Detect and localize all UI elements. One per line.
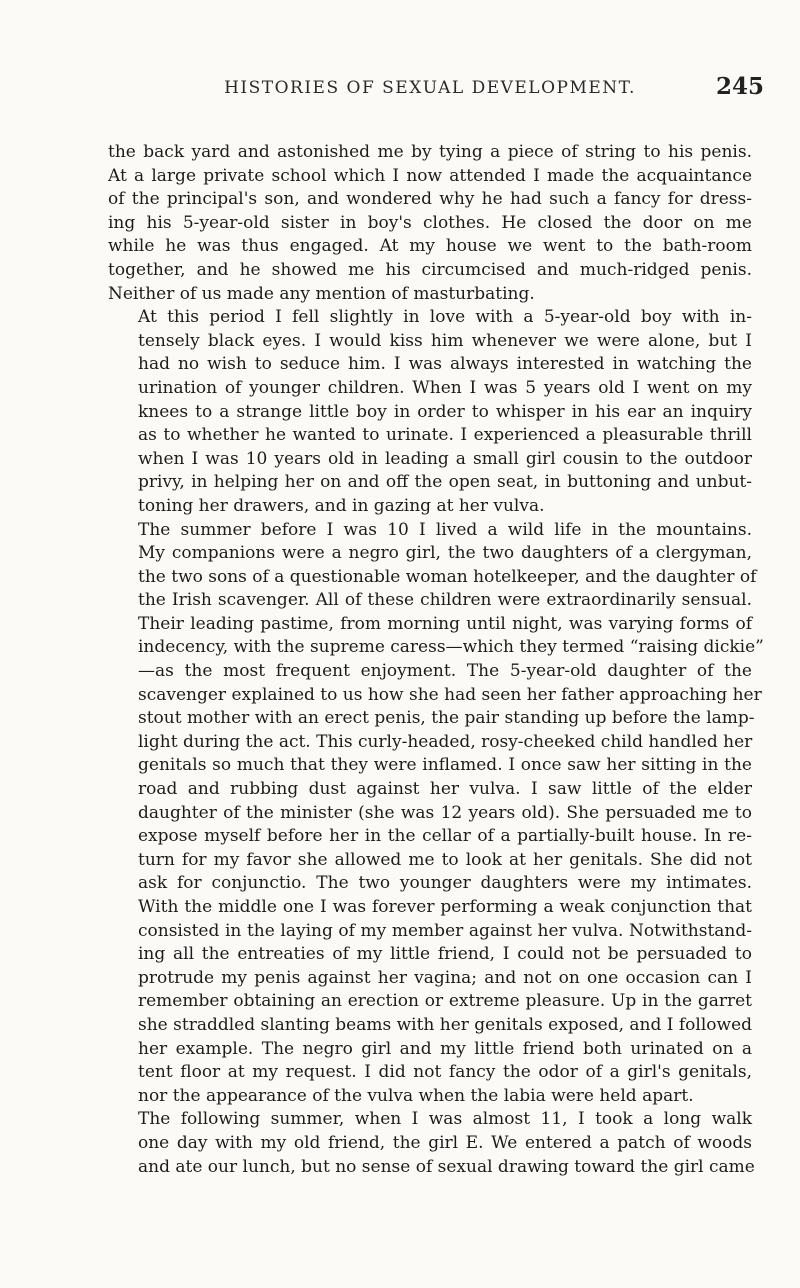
text-line: indecency, with the supreme caress—which they termed “raising dickie” bbox=[138, 637, 764, 658]
text-line: protrude my penis against her vagina; and not on one occasion can I bbox=[138, 967, 752, 988]
text-line: the two sons of a questionable woman hotelkeeper, and the daughter of bbox=[138, 566, 757, 587]
text-line: expose myself before her in the cellar of a partially-built house. In re- bbox=[138, 826, 752, 847]
text-line: tent floor at my request. I did not fancy the odor of a girl's genitals, bbox=[138, 1062, 752, 1083]
paragraph bbox=[108, 141, 752, 306]
text-line: genitals so much that they were inflamed. I once saw her sitting in the bbox=[138, 755, 752, 776]
text-line: road and rubbing dust against her vulva. I saw little of the elder bbox=[138, 779, 752, 800]
text-line: her example. The negro girl and my little friend both urinated on a bbox=[138, 1038, 752, 1059]
text-line: turn for my favor she allowed me to look at her genitals. She did not bbox=[138, 849, 752, 870]
text-line: urination of younger children. When I was 5 years old I went on my bbox=[138, 377, 752, 398]
text-line: scavenger explained to us how she had seen her father approaching her bbox=[138, 684, 762, 705]
text-line: At a large private school which I now attended I made the acquaintance bbox=[108, 165, 752, 186]
text-line: while he was thus engaged. At my house we went to the bath-room bbox=[108, 236, 752, 257]
text-line: one day with my old friend, the girl E. We entered a patch of woods bbox=[138, 1132, 752, 1153]
text-line: —as the most frequent enjoyment. The 5-year-old daughter of the bbox=[138, 661, 752, 682]
body-text bbox=[108, 141, 764, 1179]
text-line: nor the appearance of the vulva when the labia were held apart. bbox=[138, 1085, 694, 1106]
text-line: ing his 5-year-old sister in boy's clothes. He closed the door on me bbox=[108, 212, 752, 233]
text-line: knees to a strange little boy in order to whisper in his ear an inquiry bbox=[138, 401, 752, 422]
text-line: Their leading pastime, from morning until night, was varying forms of bbox=[138, 613, 752, 634]
text-line: had no wish to seduce him. I was always interested in watching the bbox=[138, 354, 752, 375]
page-header-title: HISTORIES OF SEXUAL DEVELOPMENT. bbox=[224, 78, 636, 98]
running-head bbox=[108, 73, 764, 106]
text-line: daughter of the minister (she was 12 years old). She persuaded me to bbox=[138, 802, 752, 823]
text-line: ing all the entreaties of my little friend, I could not be persuaded to bbox=[138, 944, 752, 965]
paragraph bbox=[108, 1108, 755, 1179]
text-line: remember obtaining an erection or extreme pleasure. Up in the garret bbox=[138, 991, 752, 1012]
text-line: she straddled slanting beams with her genitals exposed, and I followed bbox=[138, 1014, 753, 1035]
text-line: The summer before I was 10 I lived a wild life in the mountains. bbox=[138, 519, 752, 540]
page-number: 245 bbox=[715, 73, 764, 100]
text-line: the Irish scavenger. All of these children were extraordinarily sensual. bbox=[138, 590, 752, 611]
text-line: as to whether he wanted to urinate. I experienced a pleasurable thrill bbox=[138, 425, 752, 446]
text-line: the back yard and astonished me by tying a piece of string to his penis. bbox=[108, 142, 752, 162]
text-line: when I was 10 years old in leading a small girl cousin to the outdoor bbox=[138, 448, 752, 469]
text-line: light during the act. This curly-headed, rosy-cheeked child handled her bbox=[138, 731, 753, 752]
text-line: stout mother with an erect penis, the pair standing up before the lamp- bbox=[138, 708, 755, 729]
text-line: consisted in the laying of my member against her vulva. Notwithstand- bbox=[138, 920, 752, 941]
paragraph bbox=[108, 519, 764, 1109]
text-line: Neither of us made any mention of masturbating. bbox=[108, 283, 535, 304]
text-line: My companions were a negro girl, the two daughters of a clergyman, bbox=[138, 543, 752, 564]
text-line: and ate our lunch, but no sense of sexual drawing toward the girl came bbox=[138, 1156, 755, 1177]
text-line: ask for conjunctio. The two younger daughters were my intimates. bbox=[138, 873, 752, 894]
text-line: together, and he showed me his circumcised and much-ridged penis. bbox=[108, 259, 752, 280]
text-line: At this period I fell slightly in love with a 5-year-old boy with in- bbox=[138, 307, 752, 328]
text-line: The following summer, when I was almost 11, I took a long walk bbox=[138, 1109, 752, 1130]
text-line: privy, in helping her on and off the open seat, in buttoning and unbut- bbox=[138, 472, 752, 493]
text-line: toning her drawers, and in gazing at her vulva. bbox=[138, 495, 545, 516]
text-line: of the principal's son, and wondered why he had such a fancy for dress- bbox=[108, 189, 752, 210]
text-line: tensely black eyes. I would kiss him whenever we were alone, but I bbox=[138, 330, 752, 351]
paragraph bbox=[108, 306, 752, 518]
text-line: With the middle one I was forever performing a weak conjunction that bbox=[138, 897, 752, 917]
